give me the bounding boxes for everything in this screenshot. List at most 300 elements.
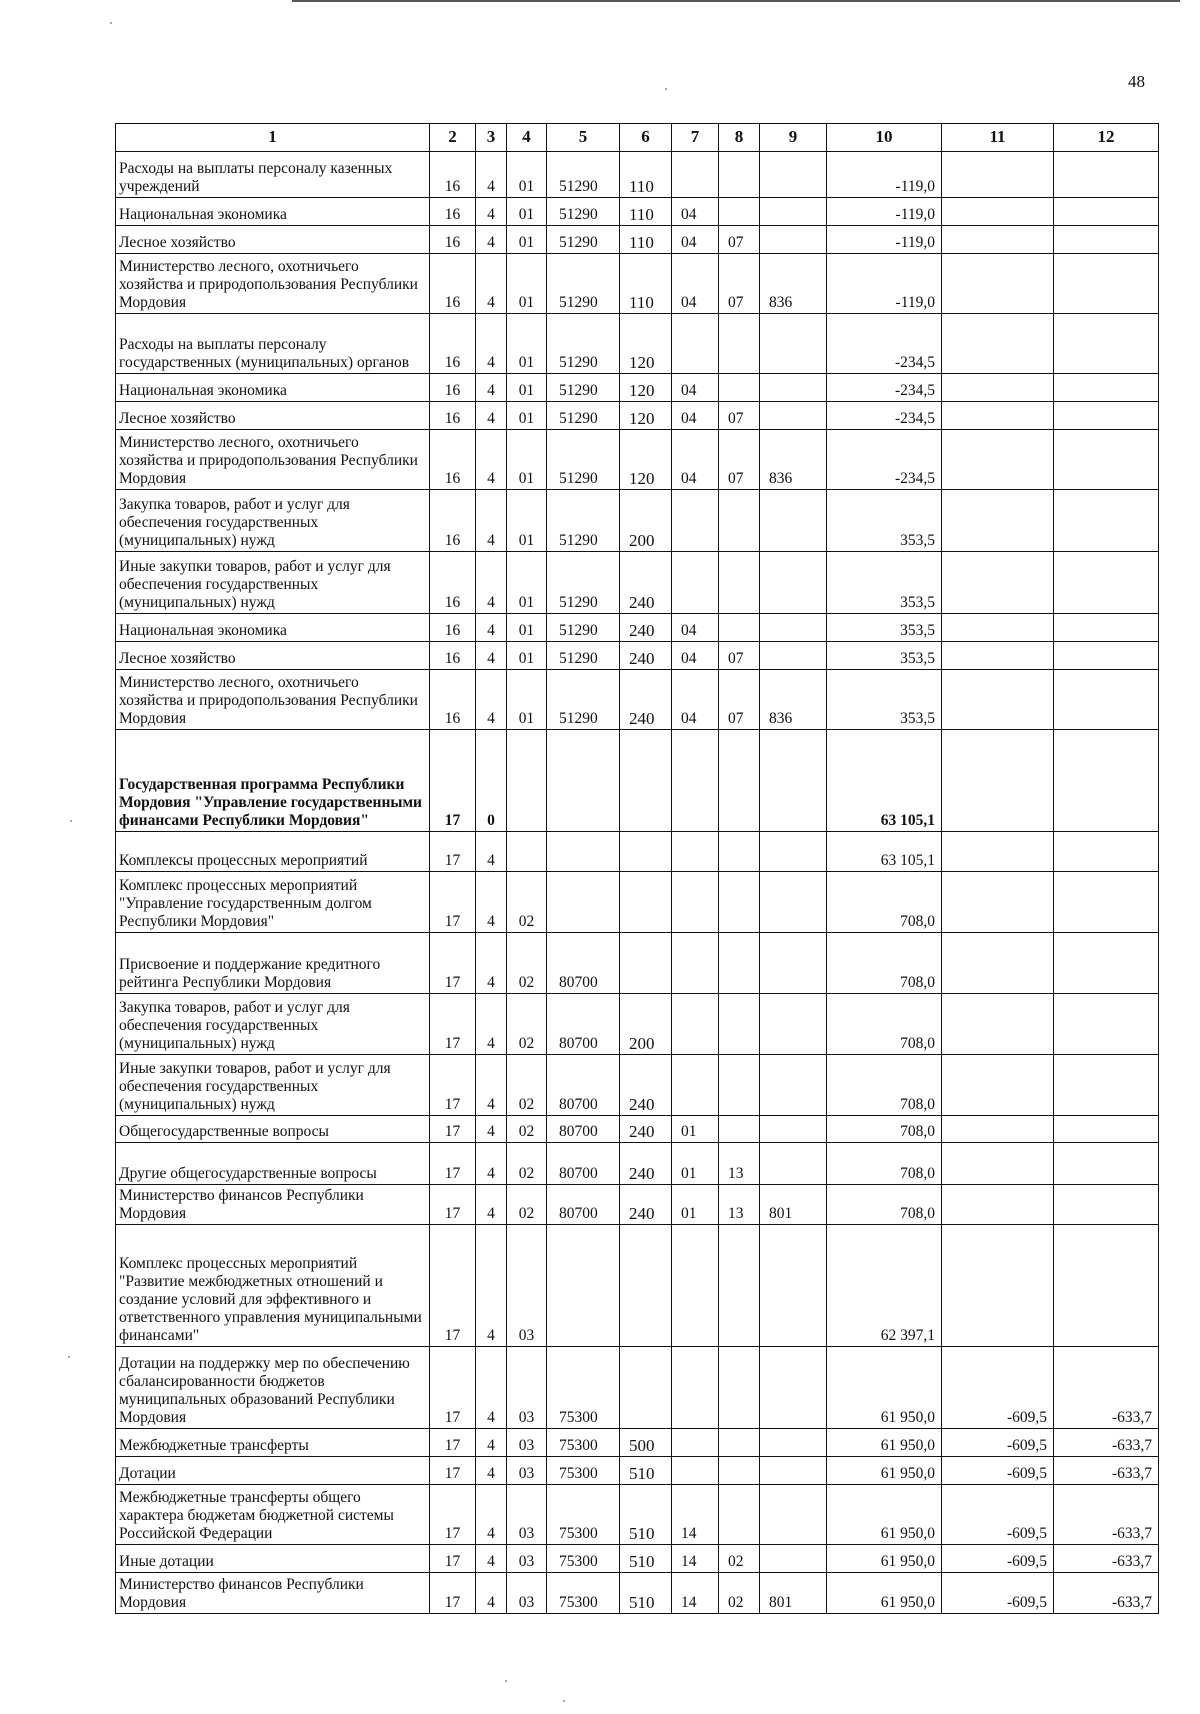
cell-col-7 [672, 152, 719, 198]
cell-col-7: 04 [672, 198, 719, 226]
cell-col-6: 110 [620, 152, 672, 198]
cell-col-10: 708,0 [827, 872, 942, 933]
cell-col-5: 80700 [547, 1055, 620, 1116]
cell-col-6 [620, 1225, 672, 1347]
cell-col-6 [620, 872, 672, 933]
cell-col-9 [760, 490, 827, 552]
cell-row-name: Комплекс процессных мероприятий "Развитие межбюджетных отношений и создание условий для эффективного и ответственного управления муниципальными финансами" [116, 1225, 430, 1347]
cell-col-5: 51290 [547, 614, 620, 642]
cell-col-2: 17 [430, 832, 476, 872]
cell-col-4: 01 [507, 402, 547, 430]
cell-row-name: Министерство финансов Республики Мордовия [116, 1573, 430, 1614]
col-header-5: 5 [547, 124, 620, 152]
cell-col-12: -633,7 [1054, 1457, 1159, 1485]
cell-col-11 [942, 152, 1054, 198]
cell-col-8 [719, 1116, 760, 1143]
cell-col-8 [719, 1225, 760, 1347]
cell-col-7: 04 [672, 402, 719, 430]
cell-col-9 [760, 198, 827, 226]
cell-col-6: 120 [620, 402, 672, 430]
cell-col-8: 02 [719, 1545, 760, 1573]
cell-col-9 [760, 872, 827, 933]
cell-col-10: 61 950,0 [827, 1485, 942, 1545]
cell-col-4: 01 [507, 614, 547, 642]
cell-col-6: 240 [620, 642, 672, 670]
cell-col-2: 16 [430, 402, 476, 430]
cell-col-7: 04 [672, 614, 719, 642]
cell-col-2: 17 [430, 1545, 476, 1573]
cell-col-7 [672, 1429, 719, 1457]
cell-col-2: 17 [430, 1429, 476, 1457]
table-row [116, 1457, 1159, 1485]
cell-col-6: 110 [620, 198, 672, 226]
cell-col-2: 16 [430, 374, 476, 402]
table-row [116, 872, 1159, 933]
cell-row-name: Межбюджетные трансферты [116, 1429, 430, 1457]
cell-col-8: 13 [719, 1185, 760, 1225]
cell-col-4: 01 [507, 198, 547, 226]
cell-col-9 [760, 994, 827, 1055]
cell-col-11 [942, 614, 1054, 642]
header-row [116, 124, 1159, 152]
cell-col-6: 510 [620, 1573, 672, 1614]
cell-col-2: 16 [430, 226, 476, 254]
cell-col-8: 02 [719, 1573, 760, 1614]
cell-col-2: 16 [430, 314, 476, 374]
page-number: 48 [1128, 72, 1145, 91]
cell-row-name: Национальная экономика [116, 198, 430, 226]
cell-col-7: 14 [672, 1545, 719, 1573]
table-row [116, 1573, 1159, 1614]
cell-col-3: 4 [476, 1485, 507, 1545]
cell-col-12 [1054, 1225, 1159, 1347]
table-row [116, 1347, 1159, 1429]
cell-col-11 [942, 933, 1054, 994]
scan-speck [665, 88, 667, 90]
cell-col-9 [760, 1485, 827, 1545]
cell-col-8 [719, 832, 760, 872]
cell-col-6: 510 [620, 1457, 672, 1485]
cell-col-6 [620, 832, 672, 872]
col-header-6: 6 [620, 124, 672, 152]
cell-col-12 [1054, 832, 1159, 872]
cell-col-2: 17 [430, 1185, 476, 1225]
cell-col-11: -609,5 [942, 1545, 1054, 1573]
cell-col-3: 4 [476, 374, 507, 402]
cell-col-3: 4 [476, 1116, 507, 1143]
cell-col-3: 4 [476, 1185, 507, 1225]
cell-col-12 [1054, 614, 1159, 642]
cell-col-11: -609,5 [942, 1347, 1054, 1429]
cell-col-3: 4 [476, 1225, 507, 1347]
cell-col-12 [1054, 730, 1159, 832]
cell-col-6: 120 [620, 314, 672, 374]
cell-col-4: 01 [507, 152, 547, 198]
cell-col-2: 17 [430, 1573, 476, 1614]
cell-row-name: Иные закупки товаров, работ и услуг для обеспечения государственных (муниципальных) нужд [116, 1055, 430, 1116]
scan-speck [68, 1356, 70, 1358]
cell-col-11 [942, 1143, 1054, 1185]
cell-col-2: 16 [430, 670, 476, 730]
cell-col-5: 51290 [547, 198, 620, 226]
cell-col-9 [760, 226, 827, 254]
table-row [116, 254, 1159, 314]
table-row [116, 490, 1159, 552]
cell-col-3: 4 [476, 670, 507, 730]
cell-col-4: 03 [507, 1485, 547, 1545]
cell-col-9 [760, 1457, 827, 1485]
cell-col-2: 17 [430, 872, 476, 933]
cell-col-2: 16 [430, 552, 476, 614]
cell-col-5: 75300 [547, 1485, 620, 1545]
cell-col-2: 16 [430, 254, 476, 314]
cell-col-9 [760, 642, 827, 670]
cell-col-8: 07 [719, 430, 760, 490]
cell-col-6: 500 [620, 1429, 672, 1457]
cell-col-12 [1054, 1185, 1159, 1225]
table-row [116, 614, 1159, 642]
cell-col-3: 4 [476, 1457, 507, 1485]
cell-col-8 [719, 198, 760, 226]
table-row [116, 1143, 1159, 1185]
cell-row-name: Лесное хозяйство [116, 642, 430, 670]
cell-col-12 [1054, 872, 1159, 933]
cell-col-6 [620, 933, 672, 994]
table-row [116, 730, 1159, 832]
cell-col-4: 01 [507, 430, 547, 490]
cell-col-6: 240 [620, 614, 672, 642]
cell-col-7 [672, 933, 719, 994]
cell-col-9 [760, 402, 827, 430]
cell-col-5: 75300 [547, 1457, 620, 1485]
col-header-2: 2 [430, 124, 476, 152]
cell-col-8: 07 [719, 670, 760, 730]
cell-col-3: 4 [476, 1347, 507, 1429]
cell-col-5: 51290 [547, 490, 620, 552]
cell-col-3: 4 [476, 1143, 507, 1185]
table-row [116, 1429, 1159, 1457]
cell-col-10: -119,0 [827, 152, 942, 198]
cell-col-2: 17 [430, 1225, 476, 1347]
cell-col-5 [547, 730, 620, 832]
cell-col-3: 4 [476, 1429, 507, 1457]
col-header-12: 12 [1054, 124, 1159, 152]
cell-col-11 [942, 490, 1054, 552]
cell-col-4: 01 [507, 314, 547, 374]
cell-col-11 [942, 670, 1054, 730]
cell-row-name: Лесное хозяйство [116, 402, 430, 430]
cell-col-10: 62 397,1 [827, 1225, 942, 1347]
cell-col-4: 03 [507, 1429, 547, 1457]
cell-col-3: 4 [476, 314, 507, 374]
cell-col-6: 240 [620, 1185, 672, 1225]
cell-col-11: -609,5 [942, 1573, 1054, 1614]
cell-col-11 [942, 552, 1054, 614]
scan-speck [563, 1700, 565, 1702]
cell-col-7: 14 [672, 1573, 719, 1614]
cell-col-8: 13 [719, 1143, 760, 1185]
cell-col-7: 01 [672, 1143, 719, 1185]
cell-col-12 [1054, 152, 1159, 198]
cell-col-6 [620, 730, 672, 832]
cell-col-2: 17 [430, 1143, 476, 1185]
cell-col-11 [942, 226, 1054, 254]
cell-col-11: -609,5 [942, 1429, 1054, 1457]
cell-col-3: 4 [476, 872, 507, 933]
cell-row-name: Министерство финансов Республики Мордовия [116, 1185, 430, 1225]
cell-col-2: 16 [430, 642, 476, 670]
cell-col-10: 61 950,0 [827, 1457, 942, 1485]
cell-col-8: 07 [719, 254, 760, 314]
table-row [116, 314, 1159, 374]
cell-col-10: 63 105,1 [827, 730, 942, 832]
table-row [116, 1485, 1159, 1545]
cell-row-name: Комплекс процессных мероприятий "Управление государственным долгом Республики Мордовия" [116, 872, 430, 933]
cell-col-10: 353,5 [827, 552, 942, 614]
cell-col-5: 51290 [547, 670, 620, 730]
cell-col-11: -609,5 [942, 1485, 1054, 1545]
cell-row-name: Государственная программа Республики Мордовия "Управление государственными финансами Республики Мордовия" [116, 730, 430, 832]
cell-col-4: 03 [507, 1457, 547, 1485]
cell-col-4: 02 [507, 1055, 547, 1116]
cell-col-3: 4 [476, 832, 507, 872]
cell-col-10: 708,0 [827, 1116, 942, 1143]
cell-col-5: 51290 [547, 430, 620, 490]
col-header-8: 8 [719, 124, 760, 152]
cell-row-name: Национальная экономика [116, 374, 430, 402]
cell-col-9 [760, 614, 827, 642]
cell-col-11 [942, 402, 1054, 430]
cell-row-name: Комплексы процессных мероприятий [116, 832, 430, 872]
cell-row-name: Дотации [116, 1457, 430, 1485]
cell-col-10: -234,5 [827, 314, 942, 374]
cell-col-6: 200 [620, 490, 672, 552]
cell-col-11 [942, 1225, 1054, 1347]
cell-col-5: 75300 [547, 1429, 620, 1457]
col-header-11: 11 [942, 124, 1054, 152]
cell-col-10: -119,0 [827, 226, 942, 254]
cell-col-4: 01 [507, 374, 547, 402]
cell-col-4: 01 [507, 670, 547, 730]
cell-col-4: 02 [507, 994, 547, 1055]
cell-col-6: 240 [620, 1116, 672, 1143]
cell-col-8 [719, 1429, 760, 1457]
cell-col-2: 16 [430, 430, 476, 490]
cell-row-name: Иные закупки товаров, работ и услуг для обеспечения государственных (муниципальных) нужд [116, 552, 430, 614]
cell-row-name: Закупка товаров, работ и услуг для обеспечения государственных (муниципальных) нужд [116, 994, 430, 1055]
cell-col-6: 240 [620, 1055, 672, 1116]
cell-col-9 [760, 933, 827, 994]
budget-table [115, 123, 1159, 1614]
cell-col-11 [942, 1185, 1054, 1225]
cell-col-3: 4 [476, 614, 507, 642]
cell-col-12 [1054, 552, 1159, 614]
cell-col-3: 4 [476, 152, 507, 198]
cell-col-10: 353,5 [827, 614, 942, 642]
scan-speck [70, 820, 72, 822]
cell-col-12 [1054, 1116, 1159, 1143]
cell-col-5: 51290 [547, 226, 620, 254]
cell-col-10: 353,5 [827, 642, 942, 670]
cell-col-5: 80700 [547, 1116, 620, 1143]
cell-col-6: 200 [620, 994, 672, 1055]
cell-col-10: -119,0 [827, 254, 942, 314]
cell-col-12: -633,7 [1054, 1429, 1159, 1457]
cell-col-7: 01 [672, 1185, 719, 1225]
cell-col-11 [942, 374, 1054, 402]
cell-col-5: 80700 [547, 994, 620, 1055]
cell-col-3: 4 [476, 226, 507, 254]
cell-col-9: 801 [760, 1573, 827, 1614]
cell-col-7 [672, 1347, 719, 1429]
cell-col-2: 17 [430, 1485, 476, 1545]
cell-col-8 [719, 552, 760, 614]
cell-col-9 [760, 1545, 827, 1573]
cell-col-12 [1054, 994, 1159, 1055]
table-row [116, 552, 1159, 614]
cell-col-12 [1054, 254, 1159, 314]
cell-col-12 [1054, 374, 1159, 402]
cell-col-5: 80700 [547, 1185, 620, 1225]
table-row [116, 994, 1159, 1055]
col-header-10: 10 [827, 124, 942, 152]
cell-row-name: Министерство лесного, охотничьего хозяйства и природопользования Республики Мордовия [116, 254, 430, 314]
cell-row-name: Иные дотации [116, 1545, 430, 1573]
cell-col-9 [760, 314, 827, 374]
cell-col-12: -633,7 [1054, 1485, 1159, 1545]
cell-col-4: 01 [507, 254, 547, 314]
cell-col-4 [507, 730, 547, 832]
cell-col-12 [1054, 933, 1159, 994]
cell-col-9 [760, 1347, 827, 1429]
cell-col-10: 353,5 [827, 490, 942, 552]
cell-col-8 [719, 152, 760, 198]
cell-col-8: 07 [719, 642, 760, 670]
cell-col-10: 61 950,0 [827, 1429, 942, 1457]
cell-col-7: 04 [672, 642, 719, 670]
cell-col-11 [942, 730, 1054, 832]
cell-col-7: 04 [672, 226, 719, 254]
col-header-1: 1 [116, 124, 430, 152]
cell-col-3: 4 [476, 1573, 507, 1614]
cell-row-name: Другие общегосударственные вопросы [116, 1143, 430, 1185]
cell-col-5: 75300 [547, 1545, 620, 1573]
cell-col-4: 03 [507, 1573, 547, 1614]
cell-col-3: 4 [476, 933, 507, 994]
cell-col-11 [942, 254, 1054, 314]
cell-col-10: 61 950,0 [827, 1573, 942, 1614]
cell-col-4: 03 [507, 1545, 547, 1573]
cell-row-name: Национальная экономика [116, 614, 430, 642]
table-row [116, 152, 1159, 198]
cell-col-10: 708,0 [827, 994, 942, 1055]
cell-col-5: 51290 [547, 374, 620, 402]
cell-col-9: 801 [760, 1185, 827, 1225]
cell-col-7: 04 [672, 670, 719, 730]
cell-col-6: 510 [620, 1485, 672, 1545]
cell-col-2: 16 [430, 198, 476, 226]
cell-col-9 [760, 1116, 827, 1143]
cell-col-11: -609,5 [942, 1457, 1054, 1485]
cell-row-name: Межбюджетные трансферты общего характера бюджетам бюджетной системы Российской Федерации [116, 1485, 430, 1545]
cell-col-2: 17 [430, 1116, 476, 1143]
cell-col-7 [672, 1457, 719, 1485]
cell-col-11 [942, 430, 1054, 490]
cell-col-11 [942, 994, 1054, 1055]
cell-col-3: 4 [476, 402, 507, 430]
cell-col-11 [942, 872, 1054, 933]
table-row [116, 1055, 1159, 1116]
table-row [116, 226, 1159, 254]
cell-col-4: 02 [507, 1143, 547, 1185]
cell-col-5 [547, 872, 620, 933]
cell-col-2: 17 [430, 994, 476, 1055]
cell-col-2: 16 [430, 614, 476, 642]
table-row [116, 1225, 1159, 1347]
cell-row-name: Лесное хозяйство [116, 226, 430, 254]
cell-col-6: 110 [620, 226, 672, 254]
cell-col-2: 17 [430, 1457, 476, 1485]
cell-col-8 [719, 490, 760, 552]
cell-col-7: 04 [672, 430, 719, 490]
cell-col-5: 75300 [547, 1573, 620, 1614]
cell-col-12 [1054, 1143, 1159, 1185]
cell-col-3: 4 [476, 642, 507, 670]
cell-row-name: Расходы на выплаты персоналу казенных учреждений [116, 152, 430, 198]
cell-col-4: 01 [507, 490, 547, 552]
col-header-9: 9 [760, 124, 827, 152]
cell-col-9 [760, 1429, 827, 1457]
cell-col-9 [760, 374, 827, 402]
cell-col-10: 353,5 [827, 670, 942, 730]
cell-col-6: 240 [620, 552, 672, 614]
table-row [116, 1116, 1159, 1143]
cell-col-4: 01 [507, 642, 547, 670]
cell-col-11 [942, 198, 1054, 226]
cell-col-3: 4 [476, 198, 507, 226]
cell-col-9 [760, 1055, 827, 1116]
cell-col-9 [760, 1143, 827, 1185]
cell-col-8 [719, 933, 760, 994]
cell-col-8 [719, 994, 760, 1055]
cell-col-5 [547, 832, 620, 872]
cell-row-name: Закупка товаров, работ и услуг для обеспечения государственных (муниципальных) нужд [116, 490, 430, 552]
cell-col-5: 51290 [547, 314, 620, 374]
cell-col-10: 708,0 [827, 933, 942, 994]
cell-col-5: 80700 [547, 933, 620, 994]
cell-col-8 [719, 730, 760, 832]
cell-col-9 [760, 552, 827, 614]
table-row [116, 374, 1159, 402]
cell-col-2: 17 [430, 933, 476, 994]
cell-col-8 [719, 1347, 760, 1429]
table-row [116, 642, 1159, 670]
cell-col-4: 02 [507, 872, 547, 933]
cell-row-name: Общегосударственные вопросы [116, 1116, 430, 1143]
table-row [116, 933, 1159, 994]
cell-col-9: 836 [760, 430, 827, 490]
cell-col-9: 836 [760, 670, 827, 730]
cell-col-4: 02 [507, 933, 547, 994]
cell-col-5: 51290 [547, 642, 620, 670]
cell-col-10: -234,5 [827, 430, 942, 490]
cell-col-7 [672, 872, 719, 933]
cell-col-6: 120 [620, 430, 672, 490]
cell-col-12 [1054, 314, 1159, 374]
cell-col-3: 4 [476, 490, 507, 552]
cell-col-7 [672, 1055, 719, 1116]
cell-col-11 [942, 314, 1054, 374]
